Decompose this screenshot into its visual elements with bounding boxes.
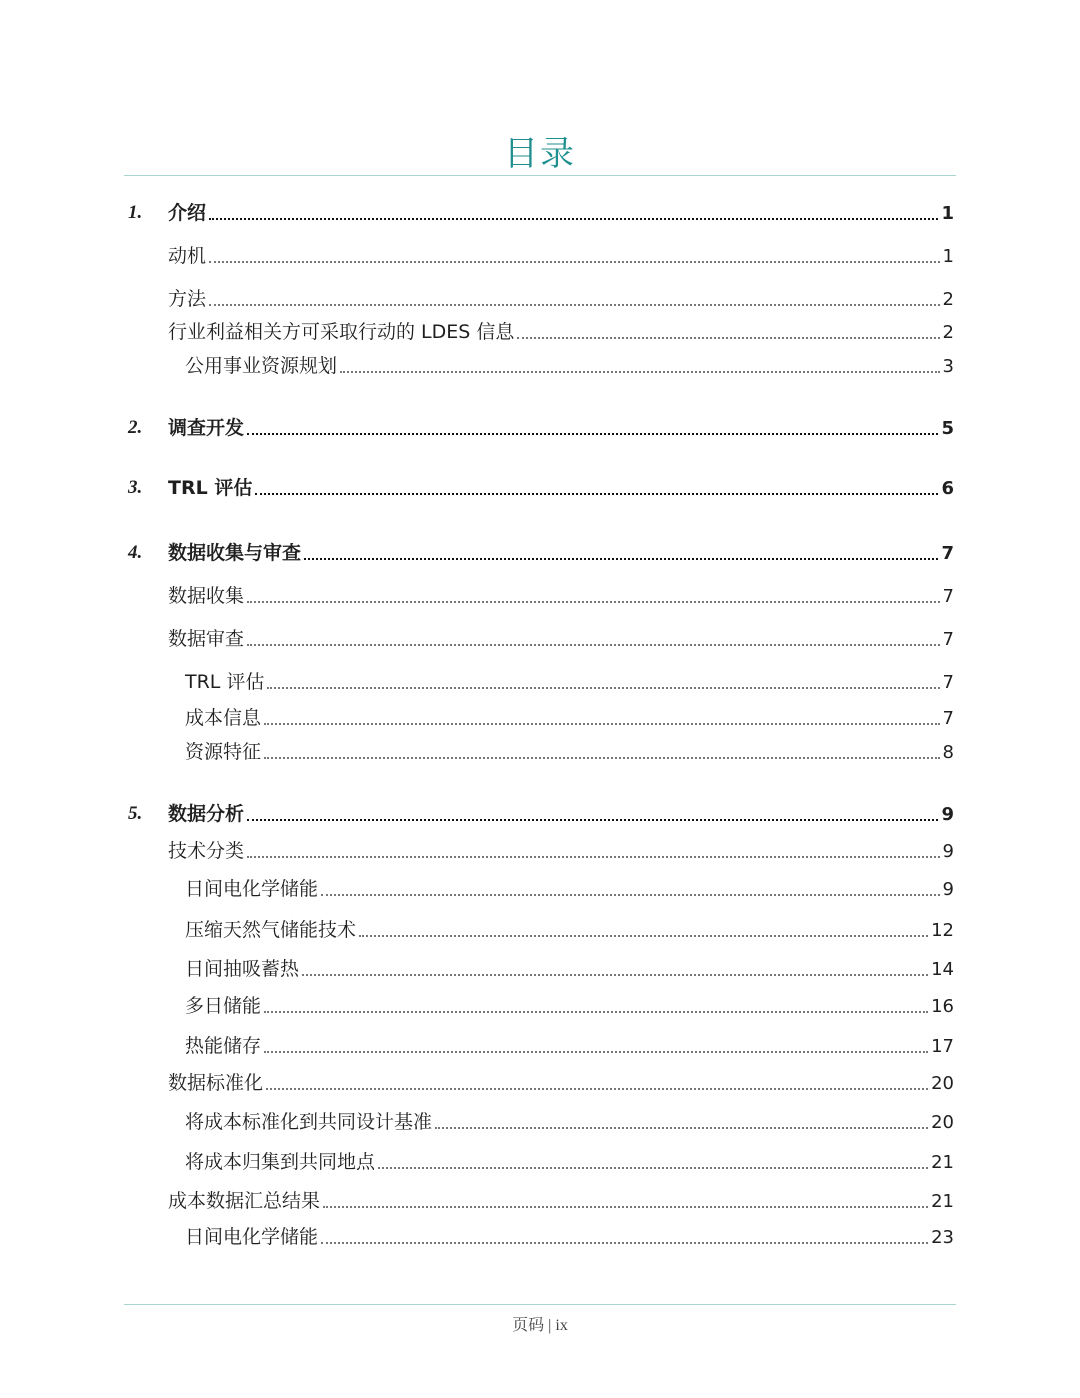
toc-entry-line bbox=[185, 874, 954, 904]
toc-entry-line bbox=[168, 317, 954, 347]
toc-dot-leader bbox=[209, 261, 940, 263]
toc-entry-page-number: 6 bbox=[941, 478, 954, 499]
toc-entry-line bbox=[168, 473, 954, 503]
toc-dot-leader bbox=[323, 1206, 928, 1208]
toc-entry-line bbox=[185, 1107, 954, 1137]
toc-dot-leader bbox=[304, 558, 938, 560]
toc-dot-leader bbox=[359, 935, 928, 937]
toc-entry[interactable] bbox=[0, 241, 1080, 271]
toc-entry-label: 技术分类 bbox=[168, 840, 245, 862]
toc-entry-page-number: 3 bbox=[942, 356, 954, 377]
toc-entry-line bbox=[185, 1031, 954, 1061]
toc-dot-leader bbox=[378, 1167, 928, 1169]
toc-entry-line bbox=[168, 624, 954, 654]
toc-entry-page-number: 2 bbox=[942, 289, 954, 310]
toc-entry[interactable] bbox=[0, 1068, 1080, 1098]
toc-entry-line bbox=[168, 836, 954, 866]
toc-entry[interactable] bbox=[0, 624, 1080, 654]
toc-entry-line bbox=[185, 1222, 954, 1252]
toc-entry-line bbox=[168, 198, 954, 228]
toc-entry-page-number: 5 bbox=[941, 418, 954, 439]
toc-entry-label: 行业利益相关方可采取行动的 LDES 信息 bbox=[168, 321, 515, 343]
toc-entry-line bbox=[168, 1068, 954, 1098]
toc-entry-label: 日间电化学储能 bbox=[185, 1226, 319, 1248]
toc-dot-leader bbox=[517, 337, 939, 339]
toc-entry-line bbox=[185, 737, 954, 767]
toc-dot-leader bbox=[435, 1127, 928, 1129]
toc-entry-page-number: 7 bbox=[942, 629, 954, 650]
toc-entry[interactable] bbox=[0, 1147, 1080, 1177]
toc-entry-line bbox=[168, 284, 954, 314]
toc-dot-leader bbox=[321, 1242, 928, 1244]
toc-entry-label: 数据审查 bbox=[168, 628, 245, 650]
toc-dot-leader bbox=[340, 371, 940, 373]
toc-dot-leader bbox=[247, 601, 940, 603]
toc-entry-line bbox=[185, 351, 954, 381]
toc-entry-label: 数据分析 bbox=[168, 803, 245, 825]
toc-dot-leader bbox=[247, 644, 940, 646]
toc-entry-line bbox=[168, 799, 954, 829]
toc-entry[interactable] bbox=[0, 954, 1080, 984]
toc-entry-line bbox=[185, 954, 954, 984]
toc-entry[interactable] bbox=[0, 581, 1080, 611]
toc-entry-page-number: 7 bbox=[942, 708, 954, 729]
toc-entry-number: 5. bbox=[128, 803, 143, 824]
toc-dot-leader bbox=[264, 723, 940, 725]
toc-entry-label: 热能储存 bbox=[185, 1035, 262, 1057]
toc-entry-line bbox=[185, 667, 954, 697]
toc-entry-label: 数据收集与审查 bbox=[168, 542, 302, 564]
toc-dot-leader bbox=[266, 1088, 928, 1090]
toc-entry-number: 1. bbox=[128, 202, 143, 223]
toc-entry-page-number: 9 bbox=[942, 841, 954, 862]
toc-entry-page-number: 7 bbox=[942, 672, 954, 693]
toc-entry-label: 日间电化学储能 bbox=[185, 878, 319, 900]
toc-entry-line bbox=[168, 581, 954, 611]
toc-entry-page-number: 23 bbox=[931, 1227, 954, 1248]
toc-entry[interactable] bbox=[0, 737, 1080, 767]
toc-entry[interactable] bbox=[0, 1031, 1080, 1061]
toc-dot-leader bbox=[247, 819, 938, 821]
toc-dot-leader bbox=[264, 1051, 928, 1053]
toc-entry[interactable] bbox=[0, 317, 1080, 347]
toc-entry-page-number: 20 bbox=[931, 1112, 954, 1133]
toc-entry-page-number: 9 bbox=[941, 804, 954, 825]
toc-entry[interactable] bbox=[0, 413, 1080, 443]
toc-entry[interactable] bbox=[0, 538, 1080, 568]
toc-dot-leader bbox=[209, 304, 940, 306]
toc-entry-page-number: 2 bbox=[942, 322, 954, 343]
toc-entry-line bbox=[185, 1147, 954, 1177]
toc-entry-line bbox=[185, 991, 954, 1021]
toc-entry-page-number: 17 bbox=[931, 1036, 954, 1057]
toc-entry[interactable] bbox=[0, 198, 1080, 228]
toc-entry-label: TRL 评估 bbox=[185, 671, 265, 693]
toc-entry[interactable] bbox=[0, 351, 1080, 381]
title-divider bbox=[124, 175, 956, 176]
toc-entry-page-number: 14 bbox=[931, 959, 954, 980]
toc-entry-label: TRL 评估 bbox=[168, 477, 253, 499]
toc-entry-line bbox=[168, 241, 954, 271]
toc-entry-label: 压缩天然气储能技术 bbox=[185, 919, 357, 941]
toc-entry-page-number: 16 bbox=[931, 996, 954, 1017]
toc-entry-label: 成本信息 bbox=[185, 707, 262, 729]
toc-entry-label: 日间抽吸蓄热 bbox=[185, 958, 300, 980]
toc-entry-page-number: 1 bbox=[941, 203, 954, 224]
toc-entry-label: 调查开发 bbox=[168, 417, 245, 439]
toc-entry[interactable] bbox=[0, 1222, 1080, 1252]
toc-dot-leader bbox=[321, 894, 940, 896]
toc-entry-line bbox=[168, 538, 954, 568]
toc-entry[interactable] bbox=[0, 915, 1080, 945]
toc-entry[interactable] bbox=[0, 667, 1080, 697]
toc-entry-label: 公用事业资源规划 bbox=[185, 355, 338, 377]
toc-entry-label: 数据收集 bbox=[168, 585, 245, 607]
toc-entry[interactable] bbox=[0, 1107, 1080, 1137]
toc-entry-line bbox=[185, 703, 954, 733]
toc-dot-leader bbox=[255, 493, 938, 495]
toc-entry-page-number: 7 bbox=[941, 543, 954, 564]
toc-entry-label: 成本数据汇总结果 bbox=[168, 1190, 321, 1212]
page-footer: 页码 | ix bbox=[512, 1317, 568, 1334]
toc-entry-label: 动机 bbox=[168, 245, 207, 267]
toc-entry-label: 将成本归集到共同地点 bbox=[185, 1151, 376, 1173]
toc-entry-page-number: 1 bbox=[942, 246, 954, 267]
toc-entry-number: 2. bbox=[128, 417, 143, 438]
toc-entry-line bbox=[185, 915, 954, 945]
page-title: 目录 bbox=[504, 134, 576, 174]
toc-entry[interactable] bbox=[0, 284, 1080, 314]
toc-entry-line bbox=[168, 1186, 954, 1216]
toc-entry[interactable] bbox=[0, 991, 1080, 1021]
footer-divider bbox=[124, 1304, 956, 1305]
toc-entry-label: 资源特征 bbox=[185, 741, 262, 763]
toc-entry-page-number: 7 bbox=[942, 586, 954, 607]
toc-entry-page-number: 8 bbox=[942, 742, 954, 763]
toc-entry-line bbox=[168, 413, 954, 443]
toc-entry-page-number: 12 bbox=[931, 920, 954, 941]
toc-entry[interactable] bbox=[0, 1186, 1080, 1216]
toc-dot-leader bbox=[264, 1011, 928, 1013]
toc-entry-page-number: 9 bbox=[942, 879, 954, 900]
toc-entry-page-number: 21 bbox=[931, 1152, 954, 1173]
toc-dot-leader bbox=[247, 433, 938, 435]
toc-entry-label: 数据标准化 bbox=[168, 1072, 264, 1094]
toc-dot-leader bbox=[264, 757, 940, 759]
toc-entry-number: 4. bbox=[128, 542, 143, 563]
toc-entry[interactable] bbox=[0, 836, 1080, 866]
toc-entry[interactable] bbox=[0, 473, 1080, 503]
toc-entry[interactable] bbox=[0, 799, 1080, 829]
toc-entry[interactable] bbox=[0, 703, 1080, 733]
toc-entry-label: 将成本标准化到共同设计基准 bbox=[185, 1111, 433, 1133]
toc-entry-number: 3. bbox=[128, 477, 143, 498]
toc-dot-leader bbox=[302, 974, 928, 976]
toc-entry-label: 多日储能 bbox=[185, 995, 262, 1017]
toc-dot-leader bbox=[247, 856, 940, 858]
toc-entry-page-number: 20 bbox=[931, 1073, 954, 1094]
toc-entry-label: 方法 bbox=[168, 288, 207, 310]
toc-dot-leader bbox=[209, 218, 938, 220]
toc-entry-label: 介绍 bbox=[168, 202, 207, 224]
toc-dot-leader bbox=[267, 687, 939, 689]
toc-entry[interactable] bbox=[0, 874, 1080, 904]
toc-entry-page-number: 21 bbox=[931, 1191, 954, 1212]
